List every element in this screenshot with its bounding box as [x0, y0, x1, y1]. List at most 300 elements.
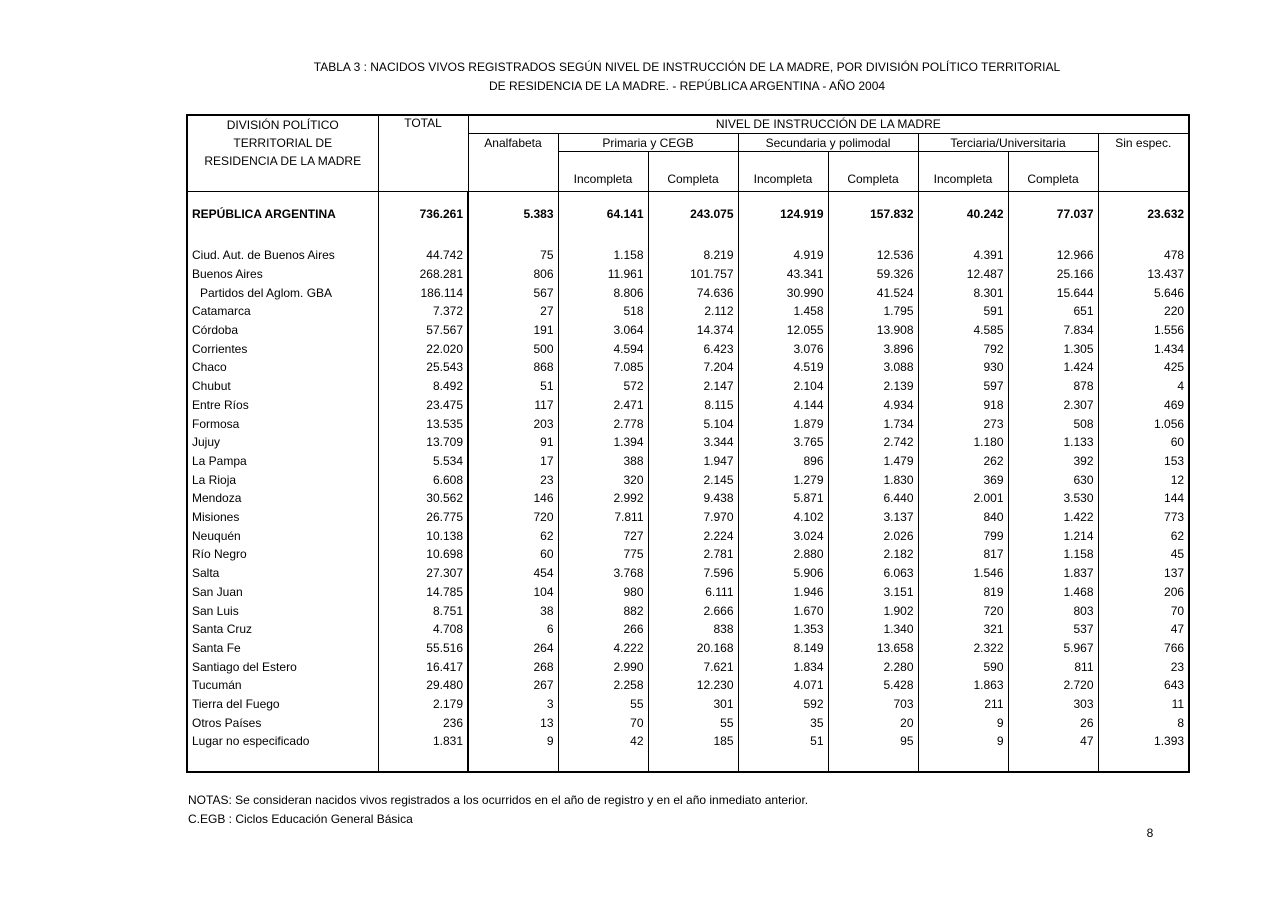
- cell-value: 720: [468, 508, 558, 527]
- cell-value: 1.479: [828, 452, 918, 471]
- division-header-line2: TERRITORIAL DE: [233, 136, 333, 150]
- row-label: Ciud. Aut. de Buenos Aires: [192, 248, 335, 263]
- cell-value: 211: [918, 695, 1008, 714]
- cell-value: 320: [558, 471, 648, 490]
- cell-value: 13.709: [378, 433, 468, 452]
- cell-value: 1.424: [1008, 358, 1098, 377]
- cell-value: 59.326: [828, 265, 918, 284]
- cell-value: 2.778: [558, 415, 648, 434]
- cell-value: 2.742: [828, 433, 918, 452]
- table-row: [187, 508, 1189, 527]
- cell-value: 101.757: [648, 265, 738, 284]
- cell-value: 7.621: [648, 658, 738, 677]
- cell-value: 43.341: [738, 265, 828, 284]
- cell-value: 60: [468, 545, 558, 564]
- table-row: [187, 695, 1189, 714]
- row-label: Catamarca: [192, 304, 251, 319]
- cell-value: 236: [378, 714, 468, 733]
- cell-value: 6.440: [828, 489, 918, 508]
- cell-value: 775: [558, 545, 648, 564]
- cell-value: 47: [1098, 620, 1189, 639]
- table-row: [187, 396, 1189, 415]
- cell-value: 882: [558, 602, 648, 621]
- cell-value: 17: [468, 452, 558, 471]
- cell-value: 44.742: [378, 223, 468, 265]
- cell-value: 878: [1008, 377, 1098, 396]
- cell-value: 206: [1098, 583, 1189, 602]
- cell-value: 26.775: [378, 508, 468, 527]
- cell-value: 75: [468, 223, 558, 265]
- cell-value: 817: [918, 545, 1008, 564]
- cell-value: 77.037: [1008, 191, 1098, 223]
- table-body: [187, 191, 1189, 772]
- cell-value: 8.751: [378, 602, 468, 621]
- cell-value: 4: [1098, 377, 1189, 396]
- cell-value: 4.708: [378, 620, 468, 639]
- cell-value: 26: [1008, 714, 1098, 733]
- cell-value: 23.632: [1098, 191, 1189, 223]
- cell-value: 2.990: [558, 658, 648, 677]
- cell-value: 268: [468, 658, 558, 677]
- table-row: [187, 321, 1189, 340]
- cell-value: 2.781: [648, 545, 738, 564]
- cell-value: 3.088: [828, 358, 918, 377]
- cell-value: 597: [918, 377, 1008, 396]
- primaria-incompleta-header: Incompleta: [558, 151, 648, 191]
- cell-value: 572: [558, 377, 648, 396]
- cell-value: 51: [468, 377, 558, 396]
- cell-value: 720: [918, 602, 1008, 621]
- cell-value: 6.063: [828, 564, 918, 583]
- cell-value: 425: [1098, 358, 1189, 377]
- row-label: Entre Ríos: [192, 397, 249, 412]
- cell-value: 2.139: [828, 377, 918, 396]
- cell-value: 6.111: [648, 583, 738, 602]
- cell-value: 478: [1098, 223, 1189, 265]
- cell-value: 6: [468, 620, 558, 639]
- cell-value: 840: [918, 508, 1008, 527]
- cell-value: 811: [1008, 658, 1098, 677]
- cell-value: 5.906: [738, 564, 828, 583]
- table-row: [187, 340, 1189, 359]
- cell-value: 146: [468, 489, 558, 508]
- cell-value: 12.966: [1008, 223, 1098, 265]
- row-label: Neuquén: [192, 528, 241, 543]
- cell-value: 8.301: [918, 284, 1008, 303]
- analfabeta-column-header: Analfabeta: [468, 133, 558, 191]
- cell-value: 1.434: [1098, 340, 1189, 359]
- cell-value: 1.546: [918, 564, 1008, 583]
- cell-value: 1.214: [1008, 527, 1098, 546]
- cell-value: 1.422: [1008, 508, 1098, 527]
- cell-value: 6.423: [648, 340, 738, 359]
- cell-value: 792: [918, 340, 1008, 359]
- cell-value: 1.556: [1098, 321, 1189, 340]
- cell-value: 2.145: [648, 471, 738, 490]
- cell-value: 45: [1098, 545, 1189, 564]
- cell-value: 10.698: [378, 545, 468, 564]
- table-row: [187, 265, 1189, 284]
- cell-value: 11: [1098, 695, 1189, 714]
- cell-value: 736.261: [378, 191, 468, 223]
- cell-value: 3.024: [738, 527, 828, 546]
- cell-value: 590: [918, 658, 1008, 677]
- cell-value: 55: [558, 695, 648, 714]
- cell-value: 144: [1098, 489, 1189, 508]
- cell-value: 29.480: [378, 676, 468, 695]
- cell-value: 918: [918, 396, 1008, 415]
- cell-value: 1.863: [918, 676, 1008, 695]
- total-column-header: TOTAL: [378, 115, 468, 191]
- cell-value: 2.147: [648, 377, 738, 396]
- cell-value: 3: [468, 695, 558, 714]
- cell-value: 25.166: [1008, 265, 1098, 284]
- cell-value: 4.519: [738, 358, 828, 377]
- cell-value: 1.340: [828, 620, 918, 639]
- cell-value: 803: [1008, 602, 1098, 621]
- cell-value: 243.075: [648, 191, 738, 223]
- cell-value: 1.670: [738, 602, 828, 621]
- cell-value: 2.179: [378, 695, 468, 714]
- cell-value: 980: [558, 583, 648, 602]
- row-label: Formosa: [192, 416, 240, 431]
- row-label: Santa Cruz: [192, 622, 253, 637]
- cell-value: 799: [918, 527, 1008, 546]
- table-row: [187, 714, 1189, 733]
- cell-value: 2.026: [828, 527, 918, 546]
- cell-value: 64.141: [558, 191, 648, 223]
- cell-value: 518: [558, 302, 648, 321]
- cell-value: 40.242: [918, 191, 1008, 223]
- table-row: [187, 658, 1189, 677]
- cell-value: 2.112: [648, 302, 738, 321]
- cell-value: 14.374: [648, 321, 738, 340]
- cell-value: 8.492: [378, 377, 468, 396]
- cell-value: 2.182: [828, 545, 918, 564]
- cell-value: 1.353: [738, 620, 828, 639]
- cell-value: 1.056: [1098, 415, 1189, 434]
- cell-value: 220: [1098, 302, 1189, 321]
- cell-value: 70: [1098, 602, 1189, 621]
- row-label: Tierra del Fuego: [192, 697, 280, 712]
- table-title-line2: DE RESIDENCIA DE LA MADRE. - REPÚBLICA ARGENTINA - AÑO 2004: [488, 79, 886, 93]
- cell-value: 2.880: [738, 545, 828, 564]
- table-title: [186, 58, 1188, 96]
- cell-value: 30.562: [378, 489, 468, 508]
- cell-value: 500: [468, 340, 558, 359]
- terciaria-group-header: Terciaria/Universitaria: [918, 133, 1098, 151]
- cell-value: 1.830: [828, 471, 918, 490]
- cell-value: 27.307: [378, 564, 468, 583]
- cell-value: 268.281: [378, 265, 468, 284]
- cell-value: 1.834: [738, 658, 828, 677]
- cell-value: 301: [648, 695, 738, 714]
- cell-value: 806: [468, 265, 558, 284]
- cell-value: 3.896: [828, 340, 918, 359]
- cell-value: 5.383: [468, 191, 558, 223]
- cell-value: 7.970: [648, 508, 738, 527]
- cell-value: 13.535: [378, 415, 468, 434]
- cell-value: 11.961: [558, 265, 648, 284]
- cell-value: 57.567: [378, 321, 468, 340]
- cell-value: 5.104: [648, 415, 738, 434]
- cell-value: 303: [1008, 695, 1098, 714]
- division-header-line3: RESIDENCIA DE LA MADRE: [204, 154, 362, 168]
- cell-value: 13.658: [828, 639, 918, 658]
- cell-value: 9: [468, 732, 558, 772]
- secundaria-completa-header: Completa: [828, 151, 918, 191]
- cell-value: 727: [558, 527, 648, 546]
- table-title-line1: TABLA 3 : NACIDOS VIVOS REGISTRADOS SEGÚN NIVEL DE INSTRUCCIÓN DE LA MADRE, POR DIVISIÓN POLÍTICO TERRITORIAL: [313, 60, 1061, 74]
- cell-value: 1.393: [1098, 732, 1189, 772]
- cell-value: 2.280: [828, 658, 918, 677]
- cell-value: 643: [1098, 676, 1189, 695]
- cell-value: 508: [1008, 415, 1098, 434]
- cell-value: 630: [1008, 471, 1098, 490]
- cell-value: 8.149: [738, 639, 828, 658]
- cell-value: 930: [918, 358, 1008, 377]
- table-row: [187, 639, 1189, 658]
- cell-value: 369: [918, 471, 1008, 490]
- cell-value: 454: [468, 564, 558, 583]
- cell-value: 262: [918, 452, 1008, 471]
- row-label: Corrientes: [192, 341, 248, 356]
- cell-value: 12.536: [828, 223, 918, 265]
- row-label: Mendoza: [192, 491, 242, 506]
- header-row-top: [187, 115, 1189, 133]
- cell-value: 2.307: [1008, 396, 1098, 415]
- cell-value: 95: [828, 732, 918, 772]
- terciaria-incompleta-header: Incompleta: [918, 151, 1008, 191]
- row-label: Santa Fe: [192, 640, 241, 655]
- cell-value: 62: [468, 527, 558, 546]
- cell-value: 9: [918, 714, 1008, 733]
- cell-value: 4.934: [828, 396, 918, 415]
- cell-value: 7.596: [648, 564, 738, 583]
- row-label: Buenos Aires: [192, 266, 263, 281]
- cell-value: 23: [468, 471, 558, 490]
- primaria-group-header: Primaria y CEGB: [558, 133, 738, 151]
- table-row: [187, 415, 1189, 434]
- row-label: REPÚBLICA ARGENTINA: [192, 206, 336, 221]
- cell-value: 3.076: [738, 340, 828, 359]
- cell-value: 55.516: [378, 639, 468, 658]
- table-row: [187, 583, 1189, 602]
- cell-value: 4.919: [738, 223, 828, 265]
- cell-value: 185: [648, 732, 738, 772]
- cell-value: 20: [828, 714, 918, 733]
- cell-value: 3.064: [558, 321, 648, 340]
- row-label: Misiones: [192, 510, 240, 525]
- table-row: [187, 377, 1189, 396]
- secundaria-incompleta-header: Incompleta: [738, 151, 828, 191]
- cell-value: 1.158: [558, 223, 648, 265]
- cell-value: 38: [468, 602, 558, 621]
- cell-value: 2.104: [738, 377, 828, 396]
- table-row: [187, 471, 1189, 490]
- cell-value: 1.394: [558, 433, 648, 452]
- cell-value: 4.144: [738, 396, 828, 415]
- statistics-table: [186, 114, 1190, 773]
- cell-value: 2.001: [918, 489, 1008, 508]
- cell-value: 35: [738, 714, 828, 733]
- row-label: La Pampa: [192, 453, 247, 468]
- cell-value: 567: [468, 284, 558, 303]
- cell-value: 273: [918, 415, 1008, 434]
- cell-value: 3.344: [648, 433, 738, 452]
- row-label: Chaco: [192, 360, 227, 375]
- cell-value: 157.832: [828, 191, 918, 223]
- cell-value: 1.795: [828, 302, 918, 321]
- cell-value: 203: [468, 415, 558, 434]
- cell-value: 321: [918, 620, 1008, 639]
- notes-line2: C.EGB : Ciclos Educación General Básica: [188, 812, 413, 826]
- cell-value: 62: [1098, 527, 1189, 546]
- notes-line1: NOTAS: Se consideran nacidos vivos registrados a los ocurridos en el año de registro y en el año inmediato anterior.: [188, 793, 809, 807]
- row-label: San Juan: [192, 584, 243, 599]
- row-label: Córdoba: [192, 323, 239, 338]
- cell-value: 2.720: [1008, 676, 1098, 695]
- cell-value: 1.133: [1008, 433, 1098, 452]
- cell-value: 22.020: [378, 340, 468, 359]
- cell-value: 20.168: [648, 639, 738, 658]
- cell-value: 7.834: [1008, 321, 1098, 340]
- table-notes: [188, 791, 1190, 829]
- cell-value: 4.102: [738, 508, 828, 527]
- table-row: [187, 358, 1189, 377]
- cell-value: 8: [1098, 714, 1189, 733]
- cell-value: 3.768: [558, 564, 648, 583]
- cell-value: 819: [918, 583, 1008, 602]
- table-row: [187, 223, 1189, 265]
- row-label: Salta: [192, 566, 220, 581]
- cell-value: 104: [468, 583, 558, 602]
- cell-value: 23: [1098, 658, 1189, 677]
- cell-value: 2.224: [648, 527, 738, 546]
- cell-value: 5.967: [1008, 639, 1098, 658]
- table-row: [187, 433, 1189, 452]
- cell-value: 42: [558, 732, 648, 772]
- cell-value: 8.115: [648, 396, 738, 415]
- row-label: San Luis: [192, 603, 239, 618]
- cell-value: 191: [468, 321, 558, 340]
- division-header-line1: DIVISIÓN POLÍTICO: [226, 118, 339, 132]
- cell-value: 3.137: [828, 508, 918, 527]
- cell-value: 16.417: [378, 658, 468, 677]
- cell-value: 266: [558, 620, 648, 639]
- cell-value: 1.837: [1008, 564, 1098, 583]
- cell-value: 392: [1008, 452, 1098, 471]
- cell-value: 267: [468, 676, 558, 695]
- cell-value: 592: [738, 695, 828, 714]
- cell-value: 9: [918, 732, 1008, 772]
- cell-value: 703: [828, 695, 918, 714]
- cell-value: 3.530: [1008, 489, 1098, 508]
- secundaria-group-header: Secundaria y polimodal: [738, 133, 918, 151]
- cell-value: 23.475: [378, 396, 468, 415]
- cell-value: 12.487: [918, 265, 1008, 284]
- cell-value: 7.085: [558, 358, 648, 377]
- row-label: Partidos del Aglom. GBA: [200, 285, 333, 300]
- cell-value: 3.765: [738, 433, 828, 452]
- cell-value: 1.946: [738, 583, 828, 602]
- table-row: [187, 489, 1189, 508]
- cell-value: 1.468: [1008, 583, 1098, 602]
- row-label: Río Negro: [192, 547, 247, 562]
- row-label: Lugar no especificado: [192, 734, 310, 749]
- cell-value: 6.608: [378, 471, 468, 490]
- cell-value: 838: [648, 620, 738, 639]
- table-row: [187, 564, 1189, 583]
- cell-value: 591: [918, 302, 1008, 321]
- row-label: Otros Países: [192, 715, 262, 730]
- cell-value: 12.230: [648, 676, 738, 695]
- cell-value: 137: [1098, 564, 1189, 583]
- cell-value: 14.785: [378, 583, 468, 602]
- cell-value: 4.391: [918, 223, 1008, 265]
- row-label: Santiago del Estero: [192, 659, 297, 674]
- cell-value: 4.071: [738, 676, 828, 695]
- row-label: La Rioja: [192, 472, 237, 487]
- cell-value: 2.992: [558, 489, 648, 508]
- cell-value: 264: [468, 639, 558, 658]
- terciaria-completa-header: Completa: [1008, 151, 1098, 191]
- table-row: [187, 527, 1189, 546]
- nivel-group-header: NIVEL DE INSTRUCCIÓN DE LA MADRE: [468, 115, 1189, 133]
- table-row: [187, 676, 1189, 695]
- table-row: [187, 545, 1189, 564]
- cell-value: 5.534: [378, 452, 468, 471]
- cell-value: 1.305: [1008, 340, 1098, 359]
- table-row: [187, 620, 1189, 639]
- cell-value: 388: [558, 452, 648, 471]
- cell-value: 1.947: [648, 452, 738, 471]
- cell-value: 8.219: [648, 223, 738, 265]
- cell-value: 5.428: [828, 676, 918, 695]
- row-label: Chubut: [192, 379, 231, 394]
- page-number: 8: [1146, 826, 1154, 840]
- cell-value: 8.806: [558, 284, 648, 303]
- cell-value: 469: [1098, 396, 1189, 415]
- cell-value: 4.585: [918, 321, 1008, 340]
- cell-value: 3.151: [828, 583, 918, 602]
- cell-value: 4.594: [558, 340, 648, 359]
- cell-value: 1.831: [378, 732, 468, 772]
- row-label: Tucumán: [192, 678, 242, 693]
- table-row: [187, 602, 1189, 621]
- table-row: [187, 302, 1189, 321]
- cell-value: 70: [558, 714, 648, 733]
- cell-value: 7.811: [558, 508, 648, 527]
- cell-value: 10.138: [378, 527, 468, 546]
- cell-value: 868: [468, 358, 558, 377]
- cell-value: 55: [648, 714, 738, 733]
- cell-value: 153: [1098, 452, 1189, 471]
- cell-value: 25.543: [378, 358, 468, 377]
- cell-value: 124.919: [738, 191, 828, 223]
- cell-value: 2.471: [558, 396, 648, 415]
- division-column-header: [187, 115, 378, 191]
- cell-value: 537: [1008, 620, 1098, 639]
- table-row: [187, 284, 1189, 303]
- cell-value: 47: [1008, 732, 1098, 772]
- cell-value: 896: [738, 452, 828, 471]
- cell-value: 74.636: [648, 284, 738, 303]
- row-label: Jujuy: [192, 435, 221, 450]
- table-row: [187, 191, 1189, 223]
- cell-value: 1.180: [918, 433, 1008, 452]
- cell-value: 1.158: [1008, 545, 1098, 564]
